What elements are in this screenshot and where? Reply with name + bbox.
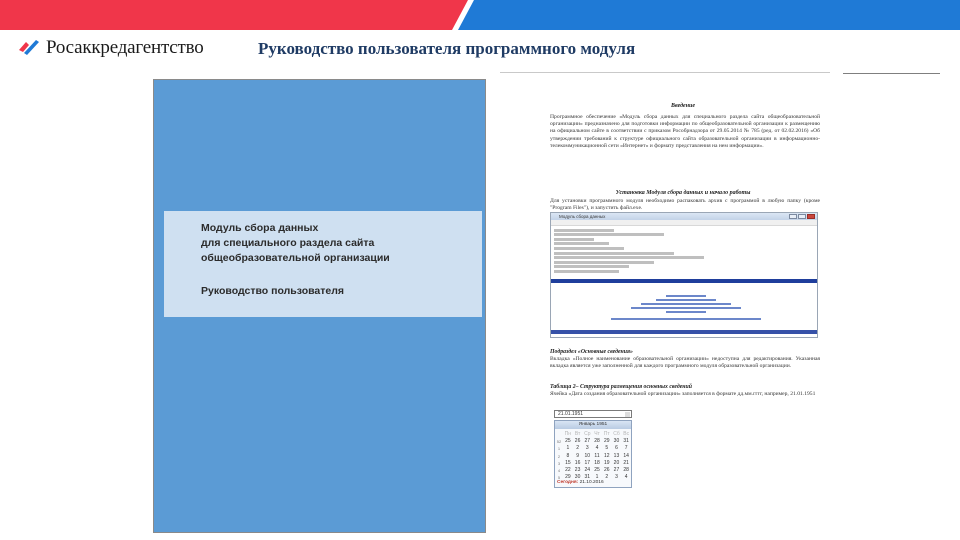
info-line: [641, 303, 731, 305]
cover-title-line: общеобразовательной организации: [201, 252, 390, 264]
calendar-weekday: Чт: [594, 431, 600, 437]
calendar-week-number: 4: [557, 467, 561, 473]
dropdown-arrow-icon: [625, 412, 630, 417]
calendar-day: 15: [565, 459, 571, 466]
window-status-bar: [551, 330, 817, 334]
calendar-weekday: Вт: [574, 431, 581, 437]
calendar-weekday: Сб: [613, 431, 620, 437]
cover-title-line: для специального раздела сайта: [201, 237, 375, 249]
calendar-week-row: [563, 467, 631, 474]
date-picker-screenshot: [554, 410, 638, 488]
window-info-panel: [551, 283, 817, 337]
calendar-day: 31: [623, 438, 629, 445]
calendar-day: 3: [615, 474, 618, 481]
cover-title-band: [164, 211, 482, 317]
calendar-weekday: Вс: [623, 431, 630, 437]
calendar-week-row: [563, 460, 631, 467]
calendar-day: 28: [623, 466, 629, 473]
manual-cover: [153, 79, 486, 533]
calendar-day: 26: [603, 466, 610, 473]
section-text: Вкладка «Полное наименование образовательной организации» недоступна для редактирования. Указанная вкладка является уже заполненной для каждого программного модуля образовательной организации.: [550, 356, 820, 370]
calendar-week-row: [563, 445, 631, 452]
calendar-week-row: [563, 438, 631, 445]
calendar-day: 30: [613, 438, 620, 445]
section-label: Подраздел «Основные сведения»: [550, 349, 633, 355]
info-line: [666, 311, 706, 313]
tree-item: [554, 256, 704, 259]
calendar-day: 2: [605, 474, 609, 481]
info-line: [666, 295, 706, 297]
logo-text: Росаккредагентство: [46, 37, 204, 58]
top-color-band-graphic: [0, 0, 960, 30]
install-heading: Установка Модуля сбора данных и начало работы: [615, 190, 751, 196]
calendar-day: 10: [584, 452, 591, 459]
window-title: Модуль сбора данных: [559, 214, 606, 219]
tree-item: [554, 261, 654, 264]
manual-page: [548, 100, 823, 490]
calendar-day: 18: [594, 459, 600, 466]
calendar-day: 24: [584, 466, 591, 473]
window-menu-bar: [551, 220, 817, 226]
cover-subtitle: Руководство пользователя: [201, 285, 345, 297]
tree-item: [554, 233, 664, 236]
calendar-day: 31: [584, 474, 591, 481]
calendar-week-numbers: [556, 431, 562, 481]
info-line: [656, 299, 716, 301]
calendar-week-number: 5: [557, 475, 561, 481]
calendar-day: 2: [576, 445, 579, 452]
calendar-day: 3: [585, 445, 589, 452]
calendar-day: 25: [594, 466, 600, 473]
calendar-month-header: Январь 1951: [555, 421, 631, 429]
table-label: Таблица 2– Структура размещения основных сведений: [550, 384, 692, 390]
tree-item: [554, 270, 619, 273]
calendar-day: 28: [594, 438, 600, 445]
cover-title-line: Модуль сбора данных: [201, 222, 319, 234]
calendar-week-number: 52: [556, 439, 562, 445]
cover-title: [201, 221, 471, 266]
calendar-day: 27: [584, 438, 591, 445]
calendar-day: 23: [574, 466, 581, 473]
tree-item: [554, 252, 674, 255]
calendar-day: 30: [574, 474, 581, 481]
tree-item: [554, 238, 594, 241]
tree-item: [554, 242, 609, 245]
app-window-screenshot: [550, 212, 818, 338]
calendar-week-spacer: [556, 431, 562, 438]
calendar-day: 13: [613, 452, 620, 459]
intro-text: Программное обеспечение «Модуль сбора данных для специального раздела сайта общеобразовательной организации» предназначено для подготовки информации по общеобразовательной организации к размещению на официальном сайте в соответствии с приказом Рособрнадзора от 29.05.2014 № 785 (ред. от 02.02.2016) «Об утверждении требований к структуре официального сайта образовательной организации в информационно-телекоммуникационной сети «Интернет» и формату представления на нем информации».: [550, 114, 820, 149]
calendar-day: 22: [565, 466, 571, 473]
calendar-week-number: 3: [557, 460, 561, 466]
info-line: [631, 307, 741, 309]
close-icon: [807, 214, 815, 219]
window-titlebar: [551, 213, 817, 220]
calendar-today-value: 21.10.2016: [579, 480, 604, 485]
calendar-day: 7: [624, 445, 628, 452]
window-controls: [789, 214, 815, 219]
date-input: [554, 410, 632, 418]
calendar-day: 20: [613, 459, 620, 466]
window-tree: [554, 227, 816, 277]
calendar-day: 9: [576, 452, 579, 459]
calendar-day: 12: [603, 452, 610, 459]
install-text: Для установки программного модуля необходимо распаковать архив с программой в любую папку (кроме "Program Files"), и запустить файл.exe.: [550, 198, 820, 212]
tree-item: [554, 247, 624, 250]
calendar-day: 11: [594, 452, 600, 459]
red-band: [0, 0, 468, 30]
top-color-band: [0, 0, 960, 30]
maximize-icon: [798, 214, 806, 219]
calendar-day: 27: [613, 466, 620, 473]
date-input-value: 21.01.1951: [558, 411, 584, 417]
calendar-day: 16: [574, 459, 581, 466]
calendar-day: 1: [566, 445, 570, 452]
header-rule-right: [843, 73, 940, 74]
intro-heading: Введение: [670, 103, 696, 109]
calendar-day: 17: [584, 459, 591, 466]
calendar-day: 4: [595, 445, 599, 452]
calendar-weekday: Пн: [564, 431, 572, 437]
calendar-weekday: Пт: [603, 431, 610, 437]
calendar-day: 6: [615, 445, 618, 452]
calendar-day: 21: [623, 459, 629, 466]
calendar-today: [557, 480, 604, 485]
calendar-week-row: [563, 453, 631, 460]
table-text: Ячейка «Дата создания образовательной организации» заполняется в формате дд.мм.гггг, например, 21.01.1951: [550, 391, 816, 397]
calendar-day: 1: [595, 474, 599, 481]
window-info-lines: [611, 293, 761, 322]
calendar-today-label: Сегодня:: [557, 480, 579, 485]
calendar-day: 5: [605, 445, 609, 452]
calendar-weekday: Ср: [584, 431, 591, 437]
tree-item: [554, 229, 614, 232]
calendar-day: 19: [603, 459, 610, 466]
page-title: Руководство пользователя программного модуля: [258, 39, 636, 58]
tree-item: [554, 265, 629, 268]
blue-band: [458, 0, 960, 30]
calendar-day: 29: [603, 438, 610, 445]
calendar-week-number: 1: [557, 446, 561, 452]
info-line: [611, 318, 761, 320]
calendar-day: 29: [565, 474, 571, 481]
calendar-day: 4: [624, 474, 628, 481]
calendar-day: 25: [565, 438, 571, 445]
calendar-weekday-row: [563, 431, 631, 438]
minimize-icon: [789, 214, 797, 219]
calendar-day: 8: [566, 452, 570, 459]
calendar-popup: [554, 420, 632, 488]
calendar-week-number: 2: [557, 453, 561, 459]
logo-mark-icon: [18, 39, 40, 57]
calendar-grid: [563, 431, 631, 481]
header-rule: [500, 72, 830, 73]
calendar-day: 14: [623, 452, 629, 459]
logo: [18, 36, 204, 60]
calendar-day: 26: [574, 438, 581, 445]
